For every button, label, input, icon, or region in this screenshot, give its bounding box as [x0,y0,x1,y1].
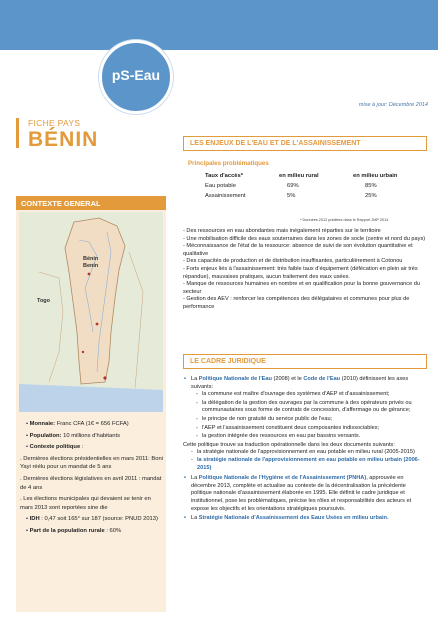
table-note: * Données 2012 publiées dans le Rapport JMP 2014 [300,218,389,222]
fact-text: . Dernières élections présidentielles en mars 2011: Boni Yayi réélu pour un mandat de 5 ans [20,455,163,471]
link-politique-eau[interactable]: Politique Nationale de l'Eau [198,376,272,382]
list-item [197,457,426,472]
fact-item [20,420,164,429]
map-graphic [19,212,163,412]
axes-list [191,391,426,441]
fact-text: Franc CFA (1€ = 656 FCFA) [55,421,129,427]
issue-item: - Des capacités de production et de distribution insuffisantes, particulièrement à Cotonou [183,258,403,265]
fact-text: . Dernières élections législatives en avril 2011 : mandat de 4 ans [20,475,162,491]
fact-text: 10 millions d'habitants [61,432,120,439]
bullet-icon: • [26,516,30,523]
table-header: en milieu rural [279,173,319,179]
update-date: mise à jour: Décembre 2014 [358,102,428,108]
table-cell: 25% [365,193,377,199]
fact-text: : [80,444,84,451]
list-item: - le principe de non gratuité du service public de l'eau; [202,416,426,424]
bullet-icon: • [26,421,30,427]
fact-label: Monnaie: [29,421,56,427]
issues-list [183,228,426,312]
fact-text: : 0,47 soit 165° sur 187 (source: PNUD 2013) [39,516,158,523]
fact-item [20,515,164,524]
bullet-icon: • [26,432,30,439]
logo-text: pS-Eau [111,67,161,83]
cadre-p4: • La Stratégie Nationale d'Assainissement des Eaux Usées en milieu urbain. [191,515,426,523]
fact-label: Part de la population rurale [29,527,105,534]
table-header: Taux d'accès* [205,173,244,179]
issue-item: - Des ressources en eau abondantes mais inégalement réparties sur le territoire [183,228,381,234]
fact-text: . Les élections municipales qui devaient se tenir en mars 2013 sont reportées sine die [20,496,151,511]
link-pnha[interactable]: Politique Nationale de l'Hygiène et de l'Assainissement (PNHA) [198,475,367,482]
fact-label: Population: [29,432,62,439]
title-bracket [16,118,27,148]
map-label-benin-en: Benin [83,263,99,269]
fact-item [20,432,164,441]
issue-item: - Gestion des AEV : renforcer les compétences des délégataires et communes pour plus de performance [183,296,410,310]
fact-text: : 60% [104,527,122,534]
access-table [205,171,401,201]
fact-label: Contexte politique [29,444,81,451]
table-cell: Eau potable [205,183,236,189]
list-item: - la gestion intégrée des ressources en eau par bassins versants. [202,433,426,441]
left-heading: CONTEXTE GENERAL [16,196,166,210]
table-row [205,191,401,201]
table-row [205,181,401,191]
fact-label: IDH [29,516,40,523]
table-header: en milieu urbain [353,173,398,179]
header-banner [0,0,438,50]
fact-item [20,455,164,472]
map-label-benin: Bénin [83,256,99,262]
table-cell: Assainissement [205,193,246,199]
issue-item: - Forts enjeux liés à l'assainissement: très faible taux d'équipement (défécation en plein air très répandue), mauvaises pratiques, aucun traitement des eaux usées. [183,265,418,280]
link-code-eau[interactable]: Code de l'Eau [303,376,341,382]
fact-item [20,475,164,492]
list-item: - la délégation de la gestion des ouvrages par la commune à des opérateurs privés ou communautaires sous forme de contrats de concession, d'affermage ou de gérance; [202,400,426,415]
list-item: - la commune est maître d'ouvrage des systèmes d'AEP et d'assainissement; [202,391,426,399]
table-cell: 85% [365,183,377,189]
issue-item: - Une mobilisation difficile des eaux souterraines dans les zones de socle (centre et nord du pays) [183,235,426,242]
fact-item [20,495,164,512]
cadre-p2: Cette politique trouve sa traduction opérationnelle dans les deux documents suivants: [183,441,395,448]
problems-subtitle: Principales problématiques [188,160,269,167]
table-cell: 5% [287,193,296,199]
map-label-togo: Togo [37,298,51,304]
issue-item: - Méconnaissance de l'état de la ressource: absence de suivi de son évolution quantitative et qualitative [183,243,413,257]
cadre-p3: • La Politique Nationale de l'Hygiène et de l'Assainissement (PNHA), approuvée en décembre 2013, complète et actualise au contexte de la décentralisation la précédente politique nationale d'assainissement élaborée en 1995. Elle définit le cadre juridique et institutionnel, pose les problématiques, précise les rôles et responsabilités des acteurs et expose les objectifs et les orientations stratégiques poursuivis. [191,475,426,513]
country-title: BÉNIN [28,128,99,151]
fact-item [20,527,164,536]
strategies-list [183,449,426,472]
pseau-logo [99,40,173,114]
issue-item: - Manque de ressources humaines en nombre et en qualification pour la bonne gouvernance du secteur [183,281,420,295]
cadre-heading: LE CADRE JURIDIQUE [183,354,427,369]
bullet-icon: • [26,444,30,451]
link-strategie-assainissement[interactable]: Stratégie Nationale d'Assainissement des Eaux Usées en milieu urbain. [198,515,389,522]
context-facts [20,420,164,539]
fiche-label: FICHE PAYS [28,118,81,128]
list-item: - la stratégie nationale de l'approvisionnement en eau potable en milieu rural (2005-2015) [197,449,426,457]
cadre-body [183,376,426,524]
fact-item [20,443,164,452]
enjeux-heading: LES ENJEUX DE L'EAU ET DE L'ASSAINISSEMENT [183,136,427,151]
benin-map [19,212,163,412]
list-item: - l'AEP et l'assainissement constituent deux composantes indissociables; [202,425,426,433]
bullet-icon: • [26,527,30,534]
link-strategie-urbain[interactable]: la stratégie nationale de l'approvisionnement en eau potable en milieu urbain (2006-2015) [197,456,420,471]
table-cell: 69% [287,183,299,189]
cadre-p1: • La Politique Nationale de l'Eau (2008) et le Code de l'Eau (2010) définissent les axes suivants: - la commune est maître d'ouvrage des systèmes d'AEP et d'assainissement; - la délégation de la gestion des ouvrages par la commune à des opérateurs privés ou communautaires sous forme de contrats de concession, d'affermage ou de gérance; - le principe de non gratuité du service public de l'eau; - l'AEP et l'assainissement constituent deux composantes indissociables; - la gestion intégrée des ressources en eau par bassins versants. [191,376,426,441]
